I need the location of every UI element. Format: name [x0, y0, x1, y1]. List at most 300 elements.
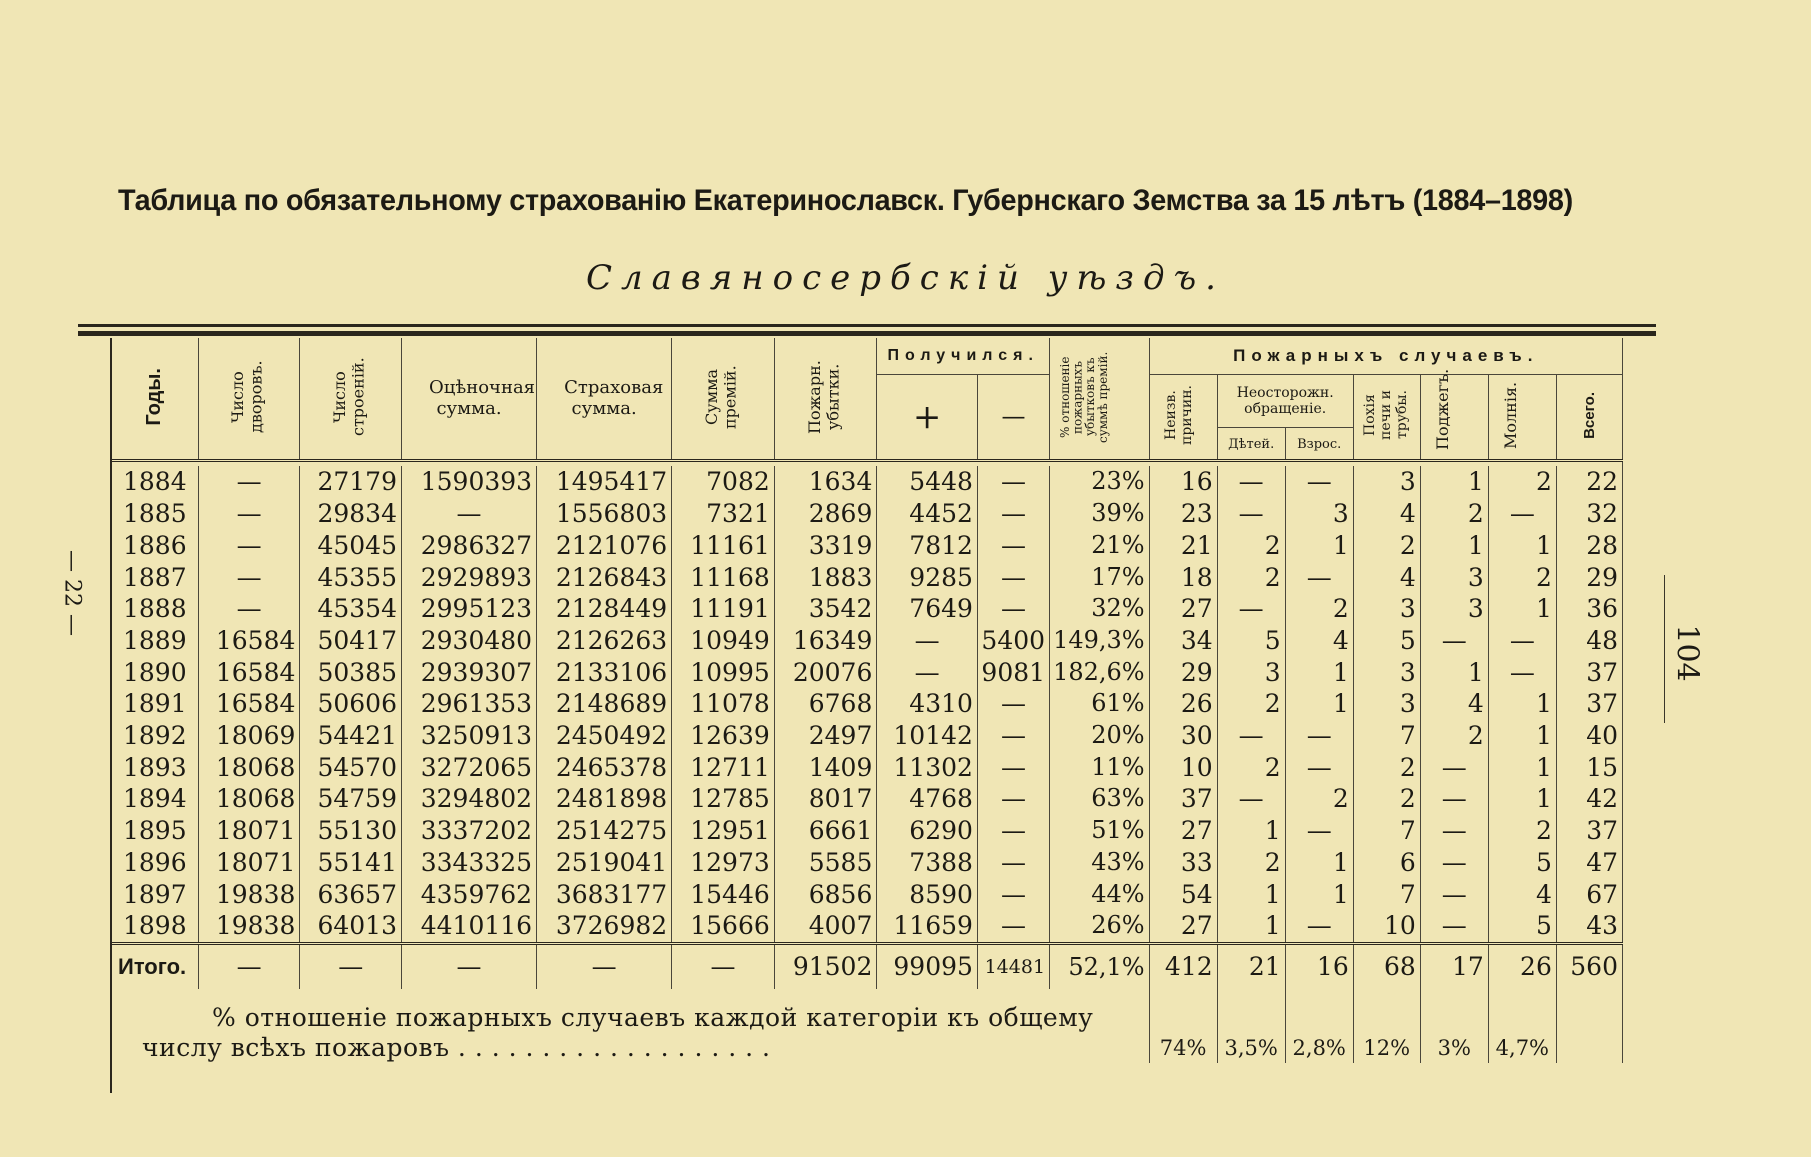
table-row — [112, 783, 1623, 815]
table-cell: 55141 — [300, 847, 402, 879]
table-cell: 2 — [1353, 783, 1420, 815]
table-cell: 3 — [1353, 688, 1420, 720]
table-cell: 2 — [1217, 530, 1285, 562]
table-cell: 1 — [1488, 752, 1556, 784]
totals-cell: — — [672, 943, 775, 989]
table-row — [112, 720, 1623, 752]
table-cell: — — [977, 688, 1049, 720]
table-cell: 2133106 — [537, 657, 672, 689]
header-insured: Страховая сумма. — [537, 338, 672, 461]
top-rule — [78, 324, 1656, 327]
note-value: 4,7% — [1488, 989, 1556, 1063]
table-cell: 3 — [1353, 466, 1420, 498]
table-cell: 40 — [1556, 720, 1622, 752]
table-cell: 4768 — [877, 783, 978, 815]
table-cell: — — [1285, 562, 1353, 594]
table-cell: 11302 — [877, 752, 978, 784]
table-cell: 15446 — [672, 879, 775, 911]
header-adults: Взрос. — [1285, 428, 1353, 461]
table-row — [112, 625, 1623, 657]
year-cell: 1885 — [112, 498, 198, 530]
table-cell: 21 — [1149, 530, 1217, 562]
table-cell: 19838 — [198, 910, 300, 943]
note-value: 3% — [1420, 989, 1488, 1063]
header-losses: Пожарн. убытки. — [774, 338, 877, 461]
note-value: 2,8% — [1285, 989, 1353, 1063]
table-cell: — — [1420, 847, 1488, 879]
table-cell: 1 — [1285, 847, 1353, 879]
table-cell: 2481898 — [537, 783, 672, 815]
table-cell: 2128449 — [537, 593, 672, 625]
table-cell: 3 — [1353, 593, 1420, 625]
table-cell: 43% — [1050, 847, 1150, 879]
table-cell: — — [977, 593, 1049, 625]
table-cell: — — [1217, 498, 1285, 530]
table-cell: 18071 — [198, 847, 300, 879]
table-cell: 11191 — [672, 593, 775, 625]
totals-row — [112, 943, 1623, 989]
table-cell: 4 — [1488, 879, 1556, 911]
table-cell: 16 — [1149, 466, 1217, 498]
header-years: Годы. — [112, 338, 198, 461]
table-cell: 34 — [1149, 625, 1217, 657]
table-cell: 3343325 — [401, 847, 536, 879]
table-cell: 50385 — [300, 657, 402, 689]
table-cell: — — [977, 562, 1049, 594]
table-cell: 16584 — [198, 657, 300, 689]
table-cell: 2126263 — [537, 625, 672, 657]
header-unknown: Неизв. причин. — [1149, 375, 1217, 461]
totals-cell: — — [537, 943, 672, 989]
table-cell: 3 — [1420, 562, 1488, 594]
table-cell: 23 — [1149, 498, 1217, 530]
table-row — [112, 530, 1623, 562]
table-cell: 1 — [1488, 783, 1556, 815]
year-cell: 1892 — [112, 720, 198, 752]
table-cell: 2 — [1420, 498, 1488, 530]
table-cell: 4 — [1420, 688, 1488, 720]
table-cell: 8590 — [877, 879, 978, 911]
table-cell: 1 — [1488, 530, 1556, 562]
year-cell: 1886 — [112, 530, 198, 562]
table-cell: 3 — [1285, 498, 1353, 530]
table-cell: 12639 — [672, 720, 775, 752]
table-cell: 5 — [1217, 625, 1285, 657]
table-cell: 4452 — [877, 498, 978, 530]
table-cell: 3 — [1353, 657, 1420, 689]
table-cell: 2995123 — [401, 593, 536, 625]
header-careless: Неосторожн. обращеніе. — [1217, 375, 1353, 428]
table-cell: — — [1285, 815, 1353, 847]
year-cell: 1884 — [112, 466, 198, 498]
table-cell: — — [198, 562, 300, 594]
table-cell: — — [1217, 783, 1285, 815]
table-cell: 1 — [1488, 688, 1556, 720]
table-cell: 6290 — [877, 815, 978, 847]
table-cell: — — [1285, 466, 1353, 498]
table-cell: 1 — [1217, 815, 1285, 847]
table-row — [112, 910, 1623, 943]
table-cell: 149,3% — [1050, 625, 1150, 657]
header-fires: Пожарныхъ случаевъ. — [1149, 338, 1622, 375]
totals-cell: 91502 — [774, 943, 877, 989]
table-cell: 3250913 — [401, 720, 536, 752]
table-cell: 3542 — [774, 593, 877, 625]
table-cell: 182,6% — [1050, 657, 1150, 689]
table-cell: 6 — [1353, 847, 1420, 879]
table-cell: 2 — [1217, 562, 1285, 594]
totals-cell: 26 — [1488, 943, 1556, 989]
table-cell: — — [401, 498, 536, 530]
header-arson: Поджегъ. — [1420, 375, 1488, 461]
table-cell: 4 — [1285, 625, 1353, 657]
table-cell: 2961353 — [401, 688, 536, 720]
year-cell: 1891 — [112, 688, 198, 720]
table-cell: 2986327 — [401, 530, 536, 562]
insurance-table — [112, 338, 1623, 1063]
table-cell: — — [1217, 593, 1285, 625]
table-row — [112, 657, 1623, 689]
table-cell: 29 — [1149, 657, 1217, 689]
table-cell: 37 — [1556, 657, 1622, 689]
table-cell: 2 — [1353, 752, 1420, 784]
year-cell: 1898 — [112, 910, 198, 943]
table-cell: — — [977, 910, 1049, 943]
table-cell: 1 — [1420, 466, 1488, 498]
table-cell: — — [198, 498, 300, 530]
header-premiums: Сумма премій. — [672, 338, 775, 461]
note-value: 12% — [1353, 989, 1420, 1063]
year-cell: 1894 — [112, 783, 198, 815]
totals-cell: 99095 — [877, 943, 978, 989]
year-cell: 1893 — [112, 752, 198, 784]
table-cell: 7812 — [877, 530, 978, 562]
table-cell: 7 — [1353, 815, 1420, 847]
table-cell: 12711 — [672, 752, 775, 784]
header-total: Всего. — [1556, 375, 1622, 461]
table-cell: 2 — [1488, 466, 1556, 498]
table-cell: — — [977, 815, 1049, 847]
header-stoves: Похія печи и трубы. — [1353, 375, 1420, 461]
totals-cell: 14481 — [977, 943, 1049, 989]
table-cell: — — [1420, 815, 1488, 847]
year-cell: 1889 — [112, 625, 198, 657]
totals-cell: 17 — [1420, 943, 1488, 989]
table-cell: 1 — [1488, 593, 1556, 625]
table-cell: — — [198, 530, 300, 562]
table-cell: 54570 — [300, 752, 402, 784]
page-number-right: 104 — [1669, 624, 1705, 682]
table-cell: 1 — [1285, 530, 1353, 562]
table-cell: 4007 — [774, 910, 877, 943]
table-cell: 12785 — [672, 783, 775, 815]
table-cell: 43 — [1556, 910, 1622, 943]
totals-cell: — — [401, 943, 536, 989]
table-cell: 10995 — [672, 657, 775, 689]
table-cell: 7082 — [672, 466, 775, 498]
table-row — [112, 752, 1623, 784]
table-cell: 1883 — [774, 562, 877, 594]
table-cell: — — [977, 783, 1049, 815]
table-cell: 29 — [1556, 562, 1622, 594]
table-cell: 20% — [1050, 720, 1150, 752]
table-cell: 19838 — [198, 879, 300, 911]
table-cell: 6768 — [774, 688, 877, 720]
table-cell: 1556803 — [537, 498, 672, 530]
note-value: 74% — [1149, 989, 1217, 1063]
table-cell: 10949 — [672, 625, 775, 657]
table-cell: 1 — [1488, 720, 1556, 752]
table-cell: 54 — [1149, 879, 1217, 911]
top-rule-thick — [78, 331, 1656, 336]
table-cell: 2497 — [774, 720, 877, 752]
table-cell: 7 — [1353, 879, 1420, 911]
year-cell: 1888 — [112, 593, 198, 625]
table-cell: 3 — [1420, 593, 1488, 625]
table-cell: 4 — [1353, 562, 1420, 594]
table-cell: 15666 — [672, 910, 775, 943]
table-cell: 2 — [1285, 593, 1353, 625]
table-cell: 1 — [1285, 688, 1353, 720]
table-cell: 18068 — [198, 783, 300, 815]
header-ratio: % отношеніе пожарныхъ убытковъ къ суммѣ премій. — [1050, 338, 1150, 461]
table-cell: 37 — [1556, 815, 1622, 847]
table-cell: 2 — [1217, 688, 1285, 720]
table-cell: 27 — [1149, 593, 1217, 625]
table-cell: — — [877, 657, 978, 689]
table-cell: 4310 — [877, 688, 978, 720]
table-cell: 45355 — [300, 562, 402, 594]
table-cell: 9285 — [877, 562, 978, 594]
table-cell: 2121076 — [537, 530, 672, 562]
table-cell: 2465378 — [537, 752, 672, 784]
table-cell: — — [877, 625, 978, 657]
table-body — [112, 461, 1623, 944]
year-cell: 1890 — [112, 657, 198, 689]
table-cell: 61% — [1050, 688, 1150, 720]
table-cell: 2519041 — [537, 847, 672, 879]
totals-cell: 560 — [1556, 943, 1622, 989]
year-cell: 1897 — [112, 879, 198, 911]
table-cell: 1590393 — [401, 466, 536, 498]
table-cell: 2 — [1285, 783, 1353, 815]
margin-rule — [1664, 575, 1665, 723]
year-cell: 1895 — [112, 815, 198, 847]
page-number-left: — 22 — — [59, 550, 85, 636]
table-cell: — — [1420, 910, 1488, 943]
table-cell: 26% — [1050, 910, 1150, 943]
table-cell: 1 — [1285, 879, 1353, 911]
table-cell: — — [1420, 783, 1488, 815]
table-cell: 5400 — [977, 625, 1049, 657]
table-cell: 10142 — [877, 720, 978, 752]
header-children: Дѣтей. — [1217, 428, 1285, 461]
table-cell: 2930480 — [401, 625, 536, 657]
totals-cell: — — [300, 943, 402, 989]
page-title: Таблица по обязательному страхованію Екатеринославск. Губернскаго Земства за 15 лѣтъ (1884–1898) — [118, 184, 1573, 217]
table-cell: — — [1420, 625, 1488, 657]
table-cell: 27 — [1149, 815, 1217, 847]
table-cell: 27 — [1149, 910, 1217, 943]
table-cell: 50606 — [300, 688, 402, 720]
table-cell: 45354 — [300, 593, 402, 625]
percentage-note-row — [112, 989, 1623, 1063]
table-cell: 26 — [1149, 688, 1217, 720]
table-cell: — — [977, 720, 1049, 752]
table-cell: 6856 — [774, 879, 877, 911]
table-cell: — — [1488, 625, 1556, 657]
table-cell: 39% — [1050, 498, 1150, 530]
table-cell: 37 — [1556, 688, 1622, 720]
table-cell: 7649 — [877, 593, 978, 625]
table-cell: — — [977, 847, 1049, 879]
table-cell: 23% — [1050, 466, 1150, 498]
table-cell: 1 — [1420, 530, 1488, 562]
table-cell: 21% — [1050, 530, 1150, 562]
year-cell: 1887 — [112, 562, 198, 594]
header-lightning: Молнія. — [1488, 375, 1556, 461]
table-cell: 64013 — [300, 910, 402, 943]
table-cell: 1634 — [774, 466, 877, 498]
table-cell: — — [1285, 720, 1353, 752]
table-cell: 32 — [1556, 498, 1622, 530]
table-cell: 12951 — [672, 815, 775, 847]
table-cell: 30 — [1149, 720, 1217, 752]
table-cell: 4359762 — [401, 879, 536, 911]
table-cell: 5 — [1353, 625, 1420, 657]
totals-cell: 68 — [1353, 943, 1420, 989]
table-cell: 7388 — [877, 847, 978, 879]
table-cell: 17% — [1050, 562, 1150, 594]
header-households: Число дворовъ. — [198, 338, 300, 461]
table-cell: 2 — [1217, 752, 1285, 784]
header-assessed: Оцѣночная сумма. — [401, 338, 536, 461]
totals-cell: 412 — [1149, 943, 1217, 989]
table-cell: 10 — [1353, 910, 1420, 943]
table-cell: — — [1420, 879, 1488, 911]
year-cell: 1896 — [112, 847, 198, 879]
table-cell: 47 — [1556, 847, 1622, 879]
table-cell: — — [977, 498, 1049, 530]
table-cell: 10 — [1149, 752, 1217, 784]
table-cell: 2 — [1217, 847, 1285, 879]
table-cell: 3 — [1217, 657, 1285, 689]
table-cell: 3319 — [774, 530, 877, 562]
table-cell: 2514275 — [537, 815, 672, 847]
table-cell: 29834 — [300, 498, 402, 530]
table-cell: — — [1488, 657, 1556, 689]
table-cell: 6661 — [774, 815, 877, 847]
table-cell: 22 — [1556, 466, 1622, 498]
table-cell: 3726982 — [537, 910, 672, 943]
totals-cell: 16 — [1285, 943, 1353, 989]
table-cell: 42 — [1556, 783, 1622, 815]
table-cell: — — [1488, 498, 1556, 530]
table-cell: 36 — [1556, 593, 1622, 625]
table-cell: 3272065 — [401, 752, 536, 784]
table-cell: 12973 — [672, 847, 775, 879]
page-subtitle: Славяносербскій уѣздъ. — [586, 258, 1225, 298]
table-cell: 11% — [1050, 752, 1150, 784]
table-cell: 4410116 — [401, 910, 536, 943]
table-cell: 2 — [1353, 530, 1420, 562]
table-cell: 11168 — [672, 562, 775, 594]
note-empty — [1556, 989, 1622, 1063]
table-cell: 2869 — [774, 498, 877, 530]
table-cell: 1 — [1420, 657, 1488, 689]
table-cell: 15 — [1556, 752, 1622, 784]
table-cell: 7 — [1353, 720, 1420, 752]
table-row — [112, 593, 1623, 625]
table-cell: 37 — [1149, 783, 1217, 815]
table-cell: 48 — [1556, 625, 1622, 657]
table-row — [112, 466, 1623, 498]
table-cell: 2939307 — [401, 657, 536, 689]
table-row — [112, 562, 1623, 594]
header-buildings: Число строеній. — [300, 338, 402, 461]
table-cell: — — [977, 530, 1049, 562]
note-value: 3,5% — [1217, 989, 1285, 1063]
table-cell: 1 — [1217, 910, 1285, 943]
table-cell: 55130 — [300, 815, 402, 847]
table-cell: 63% — [1050, 783, 1150, 815]
totals-cell: 21 — [1217, 943, 1285, 989]
table-cell: — — [198, 593, 300, 625]
table-cell: — — [977, 879, 1049, 911]
table-cell: — — [977, 466, 1049, 498]
table-cell: 2 — [1420, 720, 1488, 752]
table-cell: 54759 — [300, 783, 402, 815]
header-result: Получился. — [877, 338, 1050, 375]
totals-cell: 52,1% — [1050, 943, 1150, 989]
table-cell: 7321 — [672, 498, 775, 530]
table-cell: — — [198, 466, 300, 498]
table-cell: 3683177 — [537, 879, 672, 911]
table-cell: 28 — [1556, 530, 1622, 562]
table-row — [112, 498, 1623, 530]
header-plus: + — [877, 375, 978, 461]
table-cell: 3294802 — [401, 783, 536, 815]
table-cell: 5448 — [877, 466, 978, 498]
table-cell: 1495417 — [537, 466, 672, 498]
totals-cell: — — [198, 943, 300, 989]
table-cell: 2 — [1488, 562, 1556, 594]
table-cell: 8017 — [774, 783, 877, 815]
totals-label: Итого. — [112, 943, 198, 989]
table-cell: 2148689 — [537, 688, 672, 720]
table-cell: 16584 — [198, 625, 300, 657]
table-cell: — — [977, 752, 1049, 784]
table-cell: — — [1285, 910, 1353, 943]
table-footer — [112, 943, 1623, 1063]
table-cell: 20076 — [774, 657, 877, 689]
table-cell: 50417 — [300, 625, 402, 657]
table-cell: 11659 — [877, 910, 978, 943]
table-cell: 45045 — [300, 530, 402, 562]
table-cell: 18071 — [198, 815, 300, 847]
table-row — [112, 815, 1623, 847]
table-cell: 44% — [1050, 879, 1150, 911]
table-cell: 18069 — [198, 720, 300, 752]
table-cell: 1 — [1217, 879, 1285, 911]
table-cell: 3337202 — [401, 815, 536, 847]
table-cell: 33 — [1149, 847, 1217, 879]
table-cell: 2 — [1488, 815, 1556, 847]
table-cell: 1 — [1285, 657, 1353, 689]
table-cell: 2450492 — [537, 720, 672, 752]
table-cell: 67 — [1556, 879, 1622, 911]
table-cell: — — [1217, 466, 1285, 498]
